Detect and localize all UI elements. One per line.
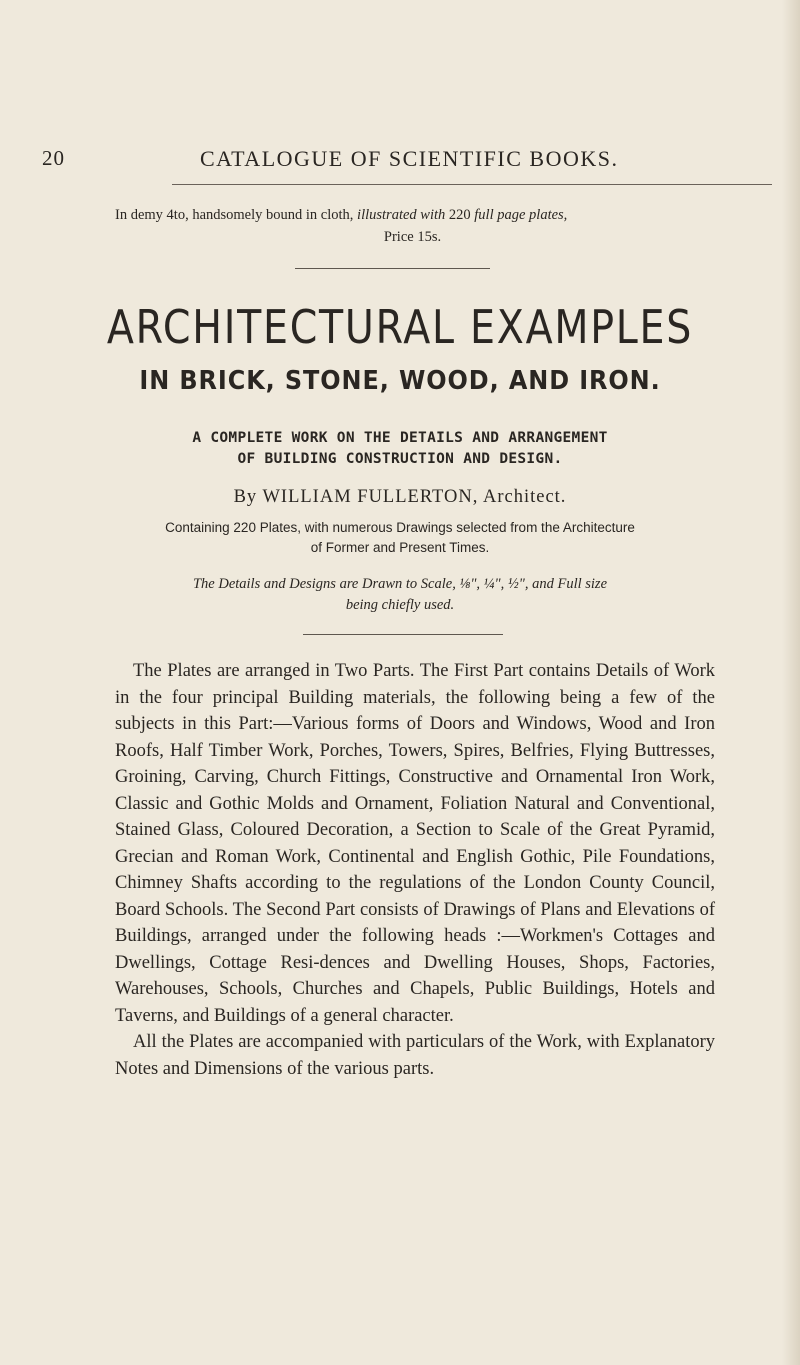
contents-line-2: of Former and Present Times. bbox=[310, 540, 490, 555]
divider-rule bbox=[295, 268, 490, 269]
divider-rule-2 bbox=[303, 634, 503, 635]
price: Price 15s. bbox=[383, 229, 442, 245]
binding-text: In demy 4to, handsomely bound in cloth, bbox=[115, 207, 358, 223]
contents-note bbox=[0, 518, 800, 558]
paragraph-1: The Plates are arranged in Two Parts. The First Part contains Details of Work in the four principal Building materials, the following being a few of the subjects in this Part:—Various forms of Doors and Windows, Wood and Iron Roofs, Half Timber Work, Porches, Towers, Spires, Belfries, Flying Buttresses, Groining, Carving, Church Fittings, Constructive and Ornamental Iron Work, Classic and Gothic Molds and Ornament, Foliation Natural and Conventional, Stained Glass, Coloured Decoration, a Section to Scale of the Great Pyramid, Grecian and Roman Work, Continental and English Gothic, Pile Foundations, Chimney Shafts according to the regulations of the London County Council, Board Schools. The Second Part consists of Drawings of Plans and Elevations of Buildings, arranged under the following heads :—Workmen's Cottages and Dwellings, Cottage Resi-dences and Dwelling Houses, Shops, Factories, Warehouses, Schools, Churches and Chapels, Public Buildings, Hotels and Taverns, and Buildings of a general character. bbox=[115, 661, 715, 1026]
binding-line bbox=[115, 204, 710, 226]
description-line-2: OF BUILDING CONSTRUCTION AND DESIGN. bbox=[237, 451, 563, 467]
page-number: 20 bbox=[42, 146, 65, 170]
page-header bbox=[0, 146, 800, 176]
author-line: By WILLIAM FULLERTON, Architect. bbox=[233, 487, 567, 507]
scale-line-1: The Details and Designs are Drawn to Scale, ⅛", ¼", ½", and Full size bbox=[192, 576, 608, 592]
book-title: ARCHITECTURAL EXAMPLES bbox=[106, 300, 694, 354]
book-subtitle: IN BRICK, STONE, WOOD, AND IRON. bbox=[139, 366, 661, 396]
plate-count: 220 bbox=[445, 207, 475, 223]
scale-line-2: being chiefly used. bbox=[345, 597, 455, 613]
paragraph-2: All the Plates are accompanied with particulars of the Work, with Explanatory Notes and Dimensions of the various parts. bbox=[115, 1032, 715, 1079]
page-edge-shadow bbox=[782, 0, 800, 1365]
body-text bbox=[115, 658, 715, 1082]
binding-note bbox=[115, 204, 710, 248]
running-title: CATALOGUE OF SCIENTIFIC BOOKS. bbox=[200, 146, 619, 171]
scale-note bbox=[0, 574, 800, 616]
description-line-1: A COMPLETE WORK ON THE DETAILS AND ARRANGEMENT bbox=[192, 430, 608, 446]
plates-text: full page plates, bbox=[474, 207, 568, 223]
contents-line-1: Containing 220 Plates, with numerous Drawings selected from the Architecture bbox=[165, 520, 635, 535]
book-description bbox=[0, 428, 800, 470]
header-rule bbox=[172, 184, 772, 185]
illustrated-text: illustrated with bbox=[357, 207, 446, 223]
